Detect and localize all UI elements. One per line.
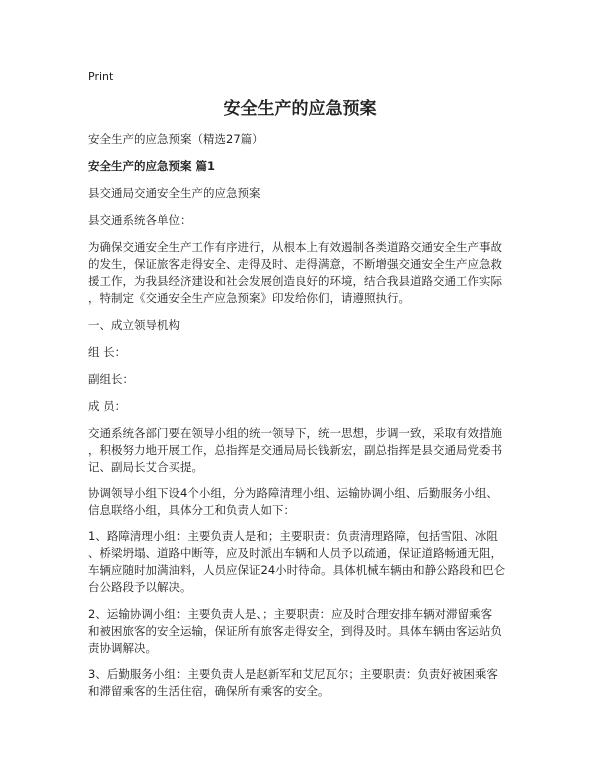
paragraph-line: ，积极努力地开展工作，总指挥是交通局局长钱新宏，副总指挥是县交通局党委书	[88, 443, 502, 457]
addressee-line: 县交通系统各单位：	[88, 213, 192, 227]
groups-paragraph	[88, 485, 520, 519]
paragraph-line: 协调领导小组下设4个小组，分为路障清理小组、运输协调小组、后勤服务小组、	[88, 486, 498, 500]
paragraph-line: 2、运输协调小组：主要负责人是、；主要职责：应及时合理安排车辆对滞留乘客	[88, 607, 493, 621]
paragraph-line: 援工作，为我县经济建设和社会发展创造良好的环境，结合我县道路交通工作实际	[88, 274, 502, 288]
paragraph-line: ，特制定《交通安全生产应急预案》印发给你们，请遵照执行。	[88, 291, 410, 305]
paragraph-line: 的发生，保证旅客走得安全、走得及时、走得满意，不断增强交通安全生产应急救	[88, 257, 502, 271]
paragraph-line: 台公路段予以解决。	[88, 580, 192, 594]
org-title-line: 县交通局交通安全生产的应急预案	[88, 186, 261, 200]
page-title: 安全生产的应急预案	[223, 99, 377, 119]
deputy-line: 副组长：	[88, 372, 134, 386]
leadership-paragraph	[88, 425, 520, 476]
paragraph-line: 记、副局长艾合买提。	[88, 460, 203, 474]
print-label: Print	[88, 70, 114, 83]
paragraph-line: 交通系统各部门要在领导小组的统一领导下，统一思想，步调一致，采取有效措施	[88, 426, 502, 440]
document-subtitle: 安全生产的应急预案（精选27篇）	[88, 132, 264, 146]
paragraph-line: 信息联络小组，具体分工和负责人如下：	[88, 503, 295, 517]
item-one-paragraph	[88, 528, 520, 596]
section-heading: 安全生产的应急预案 篇1	[88, 159, 216, 173]
members-line: 成 员：	[88, 399, 127, 413]
item-three-paragraph	[88, 666, 520, 700]
paragraph-line: 车辆应随时加满油料，人员应保证24小时待命。具体机械车辆由和静公路段和巴仑	[88, 563, 506, 577]
paragraph-line: 、桥梁坍塌、道路中断等，应及时派出车辆和人员予以疏通，保证道路畅通无阻，	[88, 546, 502, 560]
paragraph-line: 为确保交通安全生产工作有序进行，从根本上有效遏制各类道路交通安全生产事故	[88, 240, 502, 254]
leader-line: 组 长：	[88, 345, 127, 359]
paragraph-line: 和滞留乘客的生活住宿，确保所有乘客的安全。	[88, 684, 330, 698]
paragraph-line: 1、路障清理小组：主要负责人是和；主要职责：负责清理路障，包括雪阻、冰阻	[88, 529, 498, 543]
section-one-heading: 一、成立领导机构	[88, 318, 180, 332]
paragraph-line: 责协调解决。	[88, 641, 157, 655]
item-two-paragraph	[88, 606, 520, 657]
paragraph-line: 和被困旅客的安全运输，保证所有旅客走得安全，到得及时。具体车辆由客运站负	[88, 624, 502, 638]
paragraph-line: 3、后勤服务小组：主要负责人是赵新军和艾尼瓦尔；主要职责：负责好被困乘客	[88, 667, 498, 681]
intro-paragraph	[88, 239, 520, 307]
